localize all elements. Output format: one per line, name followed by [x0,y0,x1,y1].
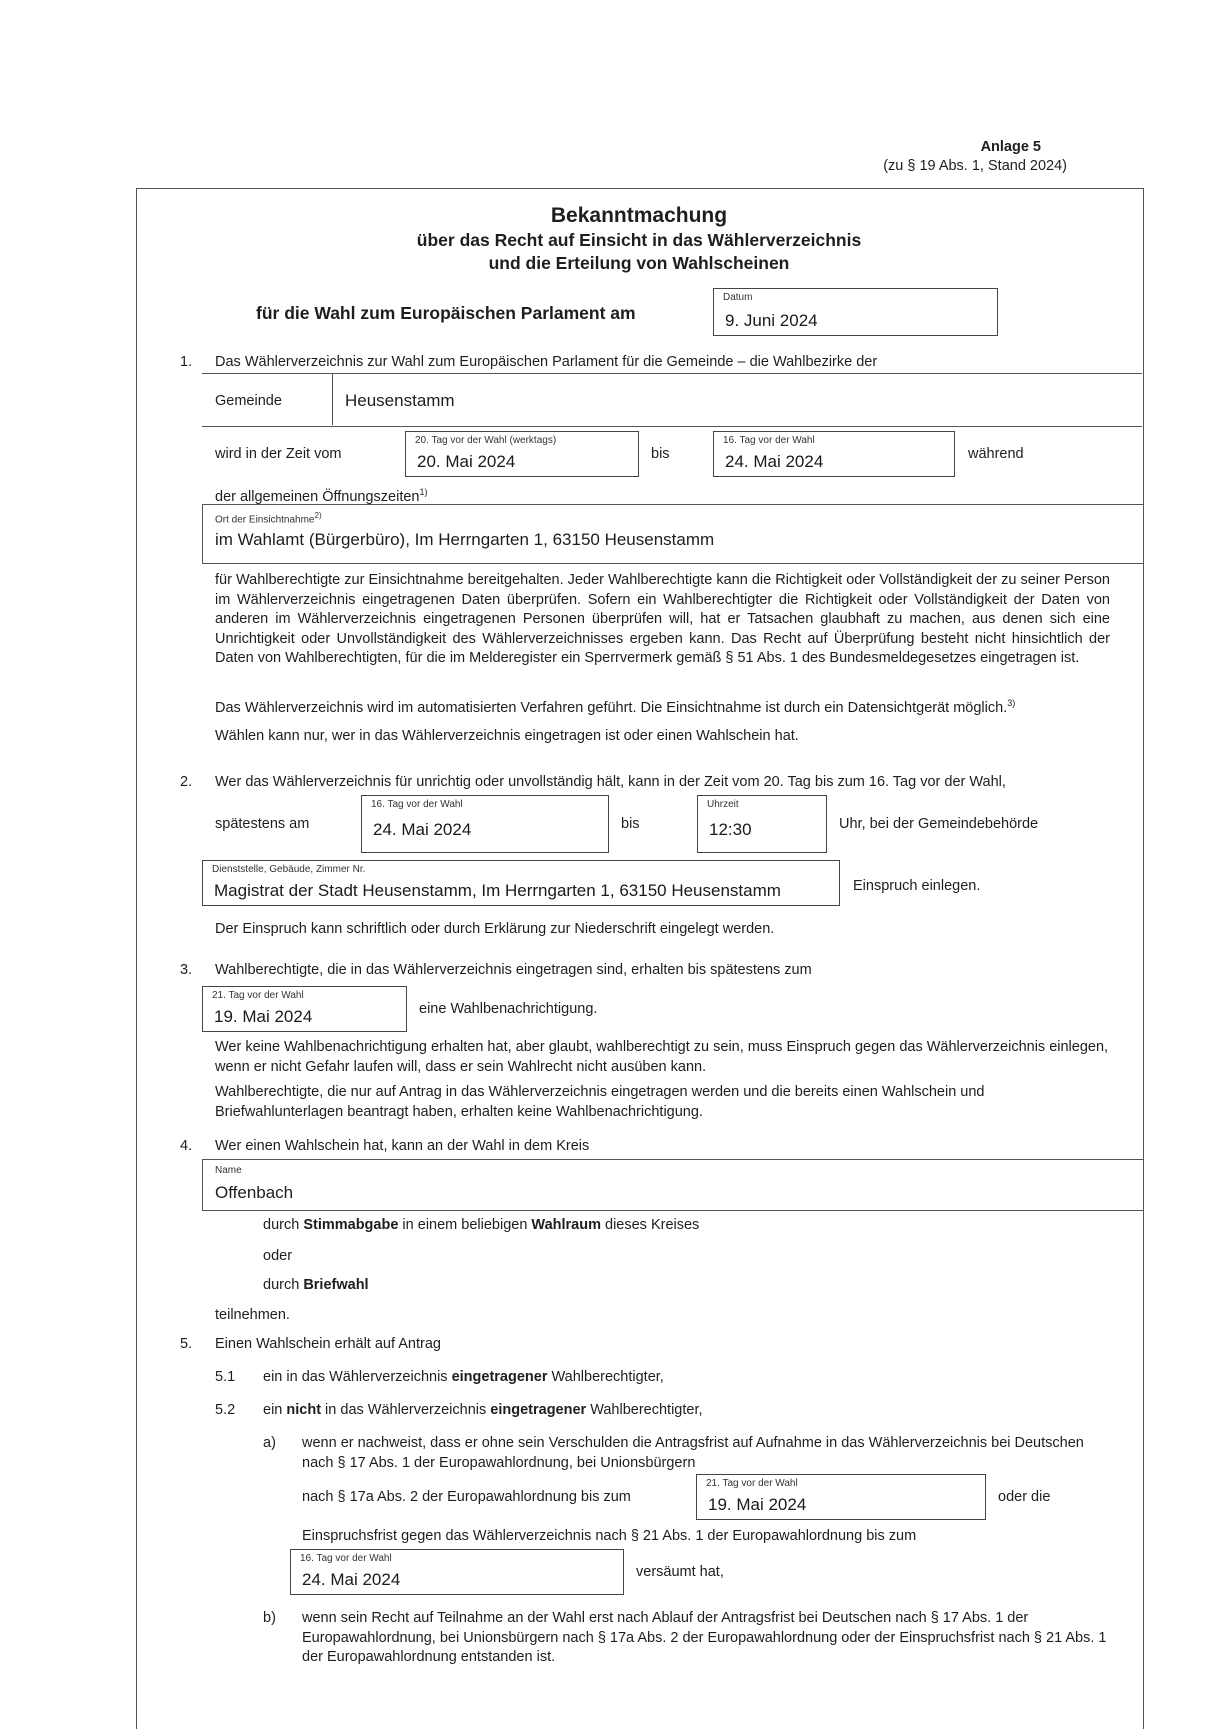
einspruch-date-caption: 16. Tag vor der Wahl [371,799,463,810]
anlage-subtitle: (zu § 19 Abs. 1, Stand 2024) [883,158,1067,174]
einspruch-label: Einspruch einlegen. [853,878,981,894]
title-block [136,203,1142,275]
section-2-note: Der Einspruch kann schriftlich oder durch Erklärung zur Niederschrift eingelegt werden. [215,921,775,937]
title-line-3: und die Erteilung von Wahlscheinen [488,253,790,273]
uhr-label: Uhr, bei der Gemeindebehörde [839,816,1039,832]
section-2-number: 2. [180,774,193,790]
kreis-name-field[interactable] [202,1159,1143,1211]
item-b-text: wenn sein Recht auf Teilnahme an der Wahl erst nach Ablauf der Antragsfrist bei Deutschen nach § 17 Abs. 1 der Europawahlordnung, bei Unionsbürgern nach § 17a Abs. 2 der Europawahlordnung oder der Einspruchsfrist nach § 21 Abs. 1 der Europawahlordnung entstanden ist. [302,1610,1107,1665]
dienststelle-caption: Dienststelle, Gebäude, Zimmer Nr. [212,864,366,875]
section-5-number: 5. [180,1336,193,1352]
election-label: für die Wahl zum Europäischen Parlament am [256,303,636,323]
benachrichtigung-date-field[interactable] [202,986,407,1032]
item-5-1-text: ein in das Wählerverzeichnis eingetragener Wahlberechtigter, [263,1369,664,1385]
dienststelle-field[interactable] [202,860,840,906]
briefwahl-line: durch Briefwahl [263,1277,369,1293]
item-a-oder: oder die [998,1489,1051,1505]
item-5-2-number: 5.2 [215,1402,236,1418]
waehrend-label: während [968,446,1024,462]
section-1-intro: Das Wählerverzeichnis zur Wahl zum Europäischen Parlament für die Gemeinde – die Wahlbezirke der [215,354,878,370]
einsicht-from-field[interactable] [405,431,639,477]
page-title: Bekanntmachung [550,204,728,227]
section-3-paragraph-2: Wahlberechtigte, die nur auf Antrag in das Wählerverzeichnis eingetragen werden und die bereits einen Wahlschein und Briefwahlunterlagen beantragt haben, erhalten keine Wahlbenachrichtigung. [215,1084,985,1120]
dienststelle-value: Magistrat der Stadt Heusenstamm, Im Herrngarten 1, 63150 Heusenstamm [214,881,781,900]
benachrichtigung-label: eine Wahlbenachrichtigung. [419,1001,598,1017]
item-b-label: b) [263,1610,276,1626]
item-a-nach: nach § 17a Abs. 2 der Europawahlordnung bis zum [302,1489,631,1505]
einsicht-to-caption: 16. Tag vor der Wahl [723,435,815,446]
item-a-frist: Einspruchsfrist gegen das Wählerverzeichnis nach § 21 Abs. 1 der Europawahlordnung bis zum [302,1528,917,1544]
datum-value: 9. Juni 2024 [725,311,818,330]
datum-caption: Datum [723,292,753,303]
section-3-number: 3. [180,962,193,978]
einspruch-time-field[interactable] [697,795,827,853]
ort-caption: Ort der Einsichtnahme$^{2)}$ [215,511,322,526]
section-3-paragraph-1: Wer keine Wahlbenachrichtigung erhalten hat, aber glaubt, wahlberechtigt zu sein, muss Einspruch gegen das Wählerverzeichnis einlegen, wenn er nicht Gefahr laufen will, dass er sein Wahlrecht nicht ausüben kann. [215,1039,1109,1075]
item-a-text: wenn er nachweist, dass er ohne sein Verschulden die Antragsfrist auf Aufnahme in das Wählerverzeichnis bei Deutschen nach § 17 Abs. 1 der Europawahlordnung, bei Unionsbürgern [302,1435,1084,1471]
title-line-2: über das Recht auf Einsicht in das Wählerverzeichnis [416,230,862,250]
oder-line: oder [263,1248,293,1264]
einspruch-date-field[interactable] [361,795,609,853]
einsicht-to-field[interactable] [713,431,955,477]
kreis-name-value: Offenbach [215,1183,294,1202]
einspruchsfrist-date-caption: 16. Tag vor der Wahl [300,1553,392,1564]
einsicht-from-caption: 20. Tag vor der Wahl (werktags) [415,435,557,446]
ort-value: im Wahlamt (Bürgerbüro), Im Herrngarten 1, 63150 Heusenstamm [215,530,715,549]
item-a-label: a) [263,1435,276,1451]
anlage-label: Anlage 5 [980,139,1041,155]
einspruchsfrist-date-field[interactable] [290,1549,624,1595]
kreis-name-caption: Name [215,1165,242,1176]
section-1-paragraph-2: Das Wählerverzeichnis wird im automatisierten Verfahren geführt. Die Einsichtnahme ist durch ein Datensichtgerät möglich.$^{3)}$ [215,698,1016,716]
einspruch-time-value: 12:30 [709,820,752,839]
datum-field[interactable] [713,288,998,336]
spaetestens-label: spätestens am [215,816,310,832]
einsicht-to-value: 24. Mai 2024 [725,452,824,471]
gemeinde-label: Gemeinde [215,393,282,409]
gemeinde-value[interactable]: Heusenstamm [345,391,455,410]
antragsfrist-date-field[interactable] [696,1474,986,1520]
section-1-paragraph-3: Wählen kann nur, wer in das Wählerverzeichnis eingetragen ist oder einen Wahlschein hat. [215,728,799,744]
gemeinde-divider [332,373,333,425]
item-a-versaeumt: versäumt hat, [636,1564,724,1580]
antragsfrist-date-value: 19. Mai 2024 [708,1495,807,1514]
section-4-number: 4. [180,1138,193,1154]
einspruch-date-value: 24. Mai 2024 [373,820,472,839]
benachrichtigung-date-value: 19. Mai 2024 [214,1007,313,1026]
section-5-intro: Einen Wahlschein erhält auf Antrag [215,1336,441,1352]
bis-label-2: bis [621,816,640,832]
benachrichtigung-date-caption: 21. Tag vor der Wahl [212,990,304,1001]
stimmabgabe-line: durch Stimmabgabe in einem beliebigen Wahlraum dieses Kreises [263,1217,700,1233]
einspruch-time-caption: Uhrzeit [707,799,739,810]
section-1-paragraph-1: für Wahlberechtigte zur Einsichtnahme bereitgehalten. Jeder Wahlberechtigte kann die Richtigkeit oder Vollständigkeit der zu seiner Person im Wählerverzeichnis eingetragenen Daten überprüfen. Sofern ein Wahlberechtigter die Richtigkeit oder Vollständigkeit der Daten von anderen im Wählerverzeichnis eingetragenen Personen überprüfen will, hat er Tatsachen glaubhaft zu machen, aus denen sich eine Unrichtigkeit oder Unvollständigkeit des Wählerverzeichnisses ergeben kann. Das Recht auf Überprüfung besteht nicht hinsichtlich der Daten von Wahlberechtigten, für die im Melderegister ein Sperrvermerk gemäß § 51 Abs. 1 des Bundesmeldegesetzes eingetragen ist. [215,572,1110,666]
teilnehmen-line: teilnehmen. [215,1307,290,1323]
oeffnung-text: der allgemeinen Öffnungszeiten [215,488,420,505]
section-3-intro: Wahlberechtigte, die in das Wählerverzeichnis eingetragen sind, erhalten bis spätestens zum [215,962,812,978]
section-4-intro: Wer einen Wahlschein hat, kann an der Wahl in dem Kreis [215,1138,590,1154]
section-2-intro: Wer das Wählerverzeichnis für unrichtig oder unvollständig hält, kann in der Zeit vom 20. Tag bis zum 16. Tag vor der Wahl, [215,774,1006,790]
zeit-label: wird in der Zeit vom [215,446,342,462]
footnote-1-marker: 1) [419,487,428,497]
gemeinde-row [202,373,1142,427]
section-1-number: 1. [180,354,193,370]
item-5-1-number: 5.1 [215,1369,236,1385]
einsicht-from-value: 20. Mai 2024 [417,452,516,471]
einspruchsfrist-date-value: 24. Mai 2024 [302,1570,401,1589]
item-5-2-text: ein nicht in das Wählerverzeichnis eingetragener Wahlberechtigter, [263,1402,703,1418]
antragsfrist-date-caption: 21. Tag vor der Wahl [706,1478,798,1489]
bis-label: bis [651,446,670,462]
